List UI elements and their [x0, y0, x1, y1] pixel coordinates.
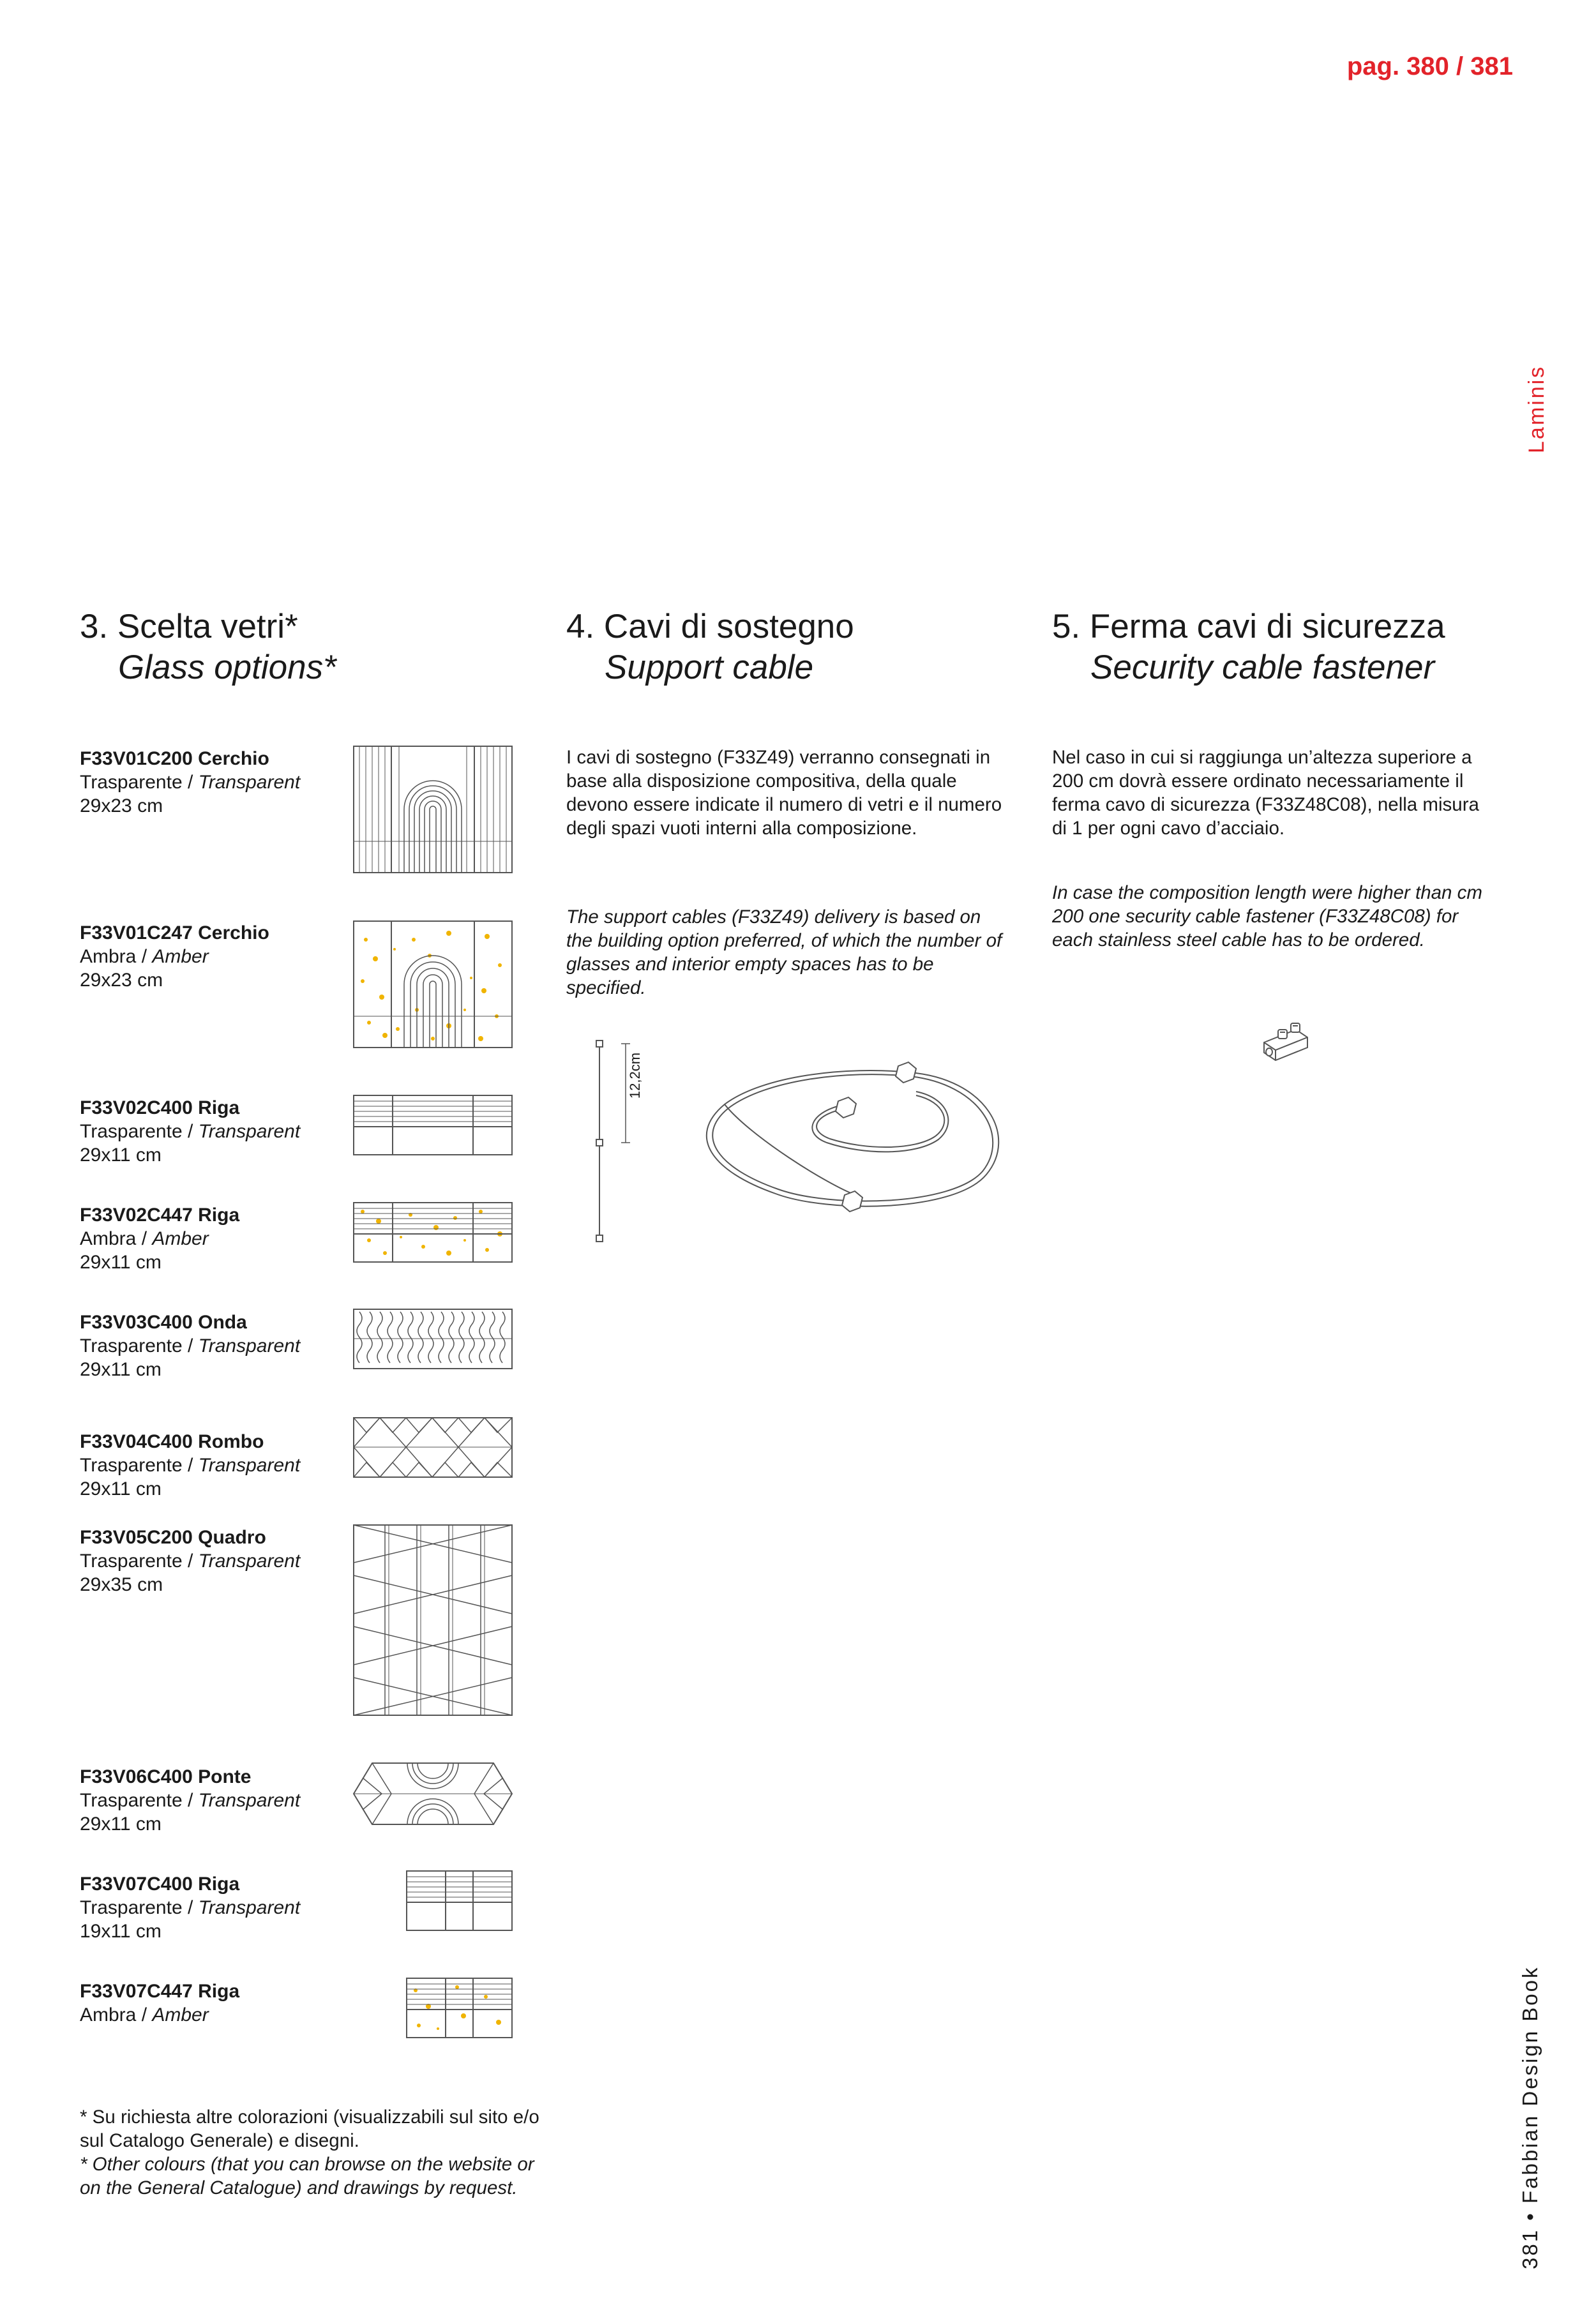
footnote-en: * Other colours (that you can browse on the website or on the General Catalogue) and drawings by request. [80, 2154, 534, 2198]
section-cable-header [566, 606, 1013, 688]
glass-size: 29x11 cm [80, 1359, 162, 1380]
glass-item: F33V04C400 Rombo Trasparente / Transparent 29x11 cm [80, 1431, 301, 1499]
glass-code: F33V02C447 Riga [80, 1205, 240, 1226]
cable-coil-icon [699, 1053, 1018, 1232]
fastener-text-en: In case the composition length were higher than cm 200 one security cable fastener (F33Z48C08) for each stainless steel cable has to be ordered. [1052, 882, 1482, 950]
glass-code: F33V06C400 Ponte [80, 1766, 252, 1787]
glass-size: 29x11 cm [80, 1252, 162, 1273]
glass-item: F33V07C400 Riga Trasparente / Transparent 19x11 cm [80, 1874, 301, 1942]
glass-code: F33V07C400 Riga [80, 1874, 240, 1895]
section-subtitle: Security cable fastener [1090, 649, 1435, 686]
glass-item: F33V05C200 Quadro Trasparente / Transparent 29x35 cm [80, 1527, 301, 1595]
glass-size: 29x11 cm [80, 1478, 162, 1499]
glass-code: F33V01C200 Cerchio [80, 748, 269, 769]
lines-pattern-amber-icon [353, 1202, 513, 1263]
section-glass-header [80, 606, 527, 688]
rhombus-pattern-icon [353, 1417, 513, 1478]
arch-pattern-icon [353, 746, 513, 873]
glass-code: F33V01C247 Cerchio [80, 922, 269, 943]
glass-code: F33V03C400 Onda [80, 1312, 247, 1333]
footnote-it: * Su richiesta altre colorazioni (visualizzabili sul sito e/o sul Catalogo Generale) e disegni. [80, 2107, 539, 2151]
glass-item: F33V03C400 Onda Trasparente / Transparent 29x11 cm [80, 1312, 301, 1380]
glass-item: F33V07C447 Riga Ambra / Amber [80, 1981, 240, 2025]
bridge-pattern-icon [353, 1762, 513, 1826]
cable-text-en: The support cables (F33Z49) delivery is based on the building option preferred, of which the number of glasses and interior empty spaces has to be specified. [566, 906, 1002, 998]
glass-size: 29x23 cm [80, 795, 163, 816]
section-title: 3. Scelta vetri* [80, 608, 298, 645]
glass-size: 29x11 cm [80, 1145, 162, 1166]
glass-code: F33V07C447 Riga [80, 1981, 240, 2002]
wave-pattern-icon [353, 1309, 513, 1369]
glass-code: F33V04C400 Rombo [80, 1431, 264, 1452]
square-pattern-icon [353, 1524, 513, 1716]
footnote [80, 2105, 546, 2200]
section-subtitle: Glass options* [118, 649, 336, 686]
glass-size: 29x11 cm [80, 1814, 162, 1835]
section-subtitle: Support cable [605, 649, 814, 686]
glass-size: 29x35 cm [80, 1574, 163, 1595]
glass-size: 29x23 cm [80, 970, 163, 991]
lines-small-pattern-amber-icon [406, 1978, 513, 2038]
arch-pattern-amber-icon [353, 920, 513, 1048]
glass-item: F33V02C400 Riga Trasparente / Transparent 29x11 cm [80, 1097, 301, 1166]
page-number: pag. 380 / 381 [1346, 52, 1513, 80]
cable-text-it: I cavi di sostegno (F33Z49) verranno consegnati in base alla disposizione compositiva, della quale devono essere indicate il numero di vetri e il numero degli spazi vuoti interni alla composizione. [566, 747, 1002, 839]
cable-dimension-label: 12,2cm [627, 1052, 643, 1099]
glass-size: 19x11 cm [80, 1921, 162, 1942]
section-title: 4. Cavi di sostegno [566, 608, 854, 645]
fastener-text-it: Nel caso in cui si raggiunga un’altezza superiore a 200 cm dovrà essere ordinato necessariamente il ferma cavo di sicurezza (F33Z48C08), nella misura di 1 per ogni cavo d’acciaio. [1052, 747, 1479, 839]
glass-item: F33V01C247 Cerchio Ambra / Amber 29x23 cm [80, 922, 269, 991]
section-fastener-header [1052, 606, 1537, 688]
lines-pattern-icon [353, 1095, 513, 1155]
glass-item: F33V06C400 Ponte Trasparente / Transparent 29x11 cm [80, 1766, 301, 1835]
glass-code: F33V02C400 Riga [80, 1097, 240, 1118]
lines-small-pattern-icon [406, 1870, 513, 1931]
glass-item: F33V01C200 Cerchio Trasparente / Transparent 29x23 cm [80, 748, 301, 816]
cable-fastener-icon [1258, 1017, 1315, 1068]
glass-item: F33V02C447 Riga Ambra / Amber 29x11 cm [80, 1205, 240, 1273]
glass-code: F33V05C200 Quadro [80, 1527, 266, 1548]
section-title: 5. Ferma cavi di sicurezza [1052, 608, 1445, 645]
book-label: 381 • Fabbian Design Book [1518, 1965, 1542, 2269]
section-tab-label: Laminis [1524, 364, 1549, 453]
